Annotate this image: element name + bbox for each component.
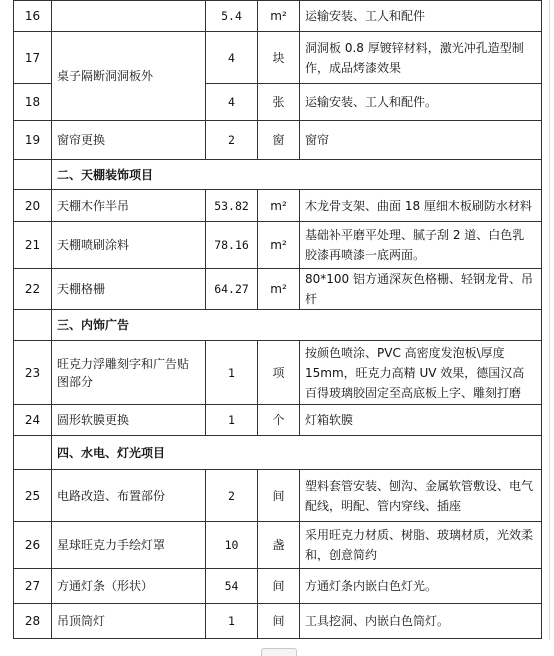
row-number: 16: [14, 1, 52, 32]
row-number: 17: [14, 32, 52, 84]
item-unit: m²: [258, 269, 300, 310]
item-quantity: 1: [206, 604, 258, 639]
item-unit: 张: [258, 84, 300, 121]
item-name: 天棚喷刷涂料: [52, 222, 206, 269]
item-unit: m²: [258, 222, 300, 269]
section-row: [14, 436, 542, 470]
section-title: 二、天棚装饰项目: [52, 160, 542, 190]
item-description: 窗帘: [300, 121, 542, 160]
table-row: [14, 1, 542, 32]
item-name: 电路改造、布置部份: [52, 470, 206, 522]
item-name: [52, 1, 206, 32]
item-unit: 窗: [258, 121, 300, 160]
item-quantity: 78.16: [206, 222, 258, 269]
item-name: 桌子隔断洞洞板外: [52, 32, 206, 121]
item-quantity: 2: [206, 470, 258, 522]
row-number: 21: [14, 222, 52, 269]
item-description: 80*100 铝方通深灰色格栅、轻钢龙骨、吊杆: [300, 269, 542, 310]
item-description: 运输安装、工人和配件: [300, 1, 542, 32]
section-title: 三、内饰广告: [52, 310, 542, 341]
section-title: 四、水电、灯光项目: [52, 436, 542, 470]
item-description: 灯箱软膜: [300, 405, 542, 436]
row-number: 20: [14, 190, 52, 222]
section-row: [14, 310, 542, 341]
item-name: 天棚格栅: [52, 269, 206, 310]
item-description: 采用旺克力材质、树脂、玻璃材质，光效柔和，创意简约: [300, 522, 542, 569]
item-unit: 间: [258, 604, 300, 639]
item-description: 方通灯条内嵌白色灯光。: [300, 569, 542, 604]
item-quantity: 53.82: [206, 190, 258, 222]
item-name: 方通灯条（形状）: [52, 569, 206, 604]
section-row: [14, 160, 542, 190]
table-row: [14, 569, 542, 604]
row-number: 22: [14, 269, 52, 310]
table-row: [14, 470, 542, 522]
row-number: 19: [14, 121, 52, 160]
item-quantity: 64.27: [206, 269, 258, 310]
item-name: 圆形软膜更换: [52, 405, 206, 436]
item-description: 塑料套管安装、刨沟、金属软管敷设、电气配线，明配、管内穿线、插座: [300, 470, 542, 522]
item-name: 窗帘更换: [52, 121, 206, 160]
table-row: [14, 32, 542, 84]
table-row: [14, 604, 542, 639]
item-description: 运输安装、工人和配件。: [300, 84, 542, 121]
item-name: 天棚木作半吊: [52, 190, 206, 222]
page-edge-line: [549, 0, 550, 640]
item-unit: 间: [258, 470, 300, 522]
item-unit: 块: [258, 32, 300, 84]
row-number: 26: [14, 522, 52, 569]
item-quantity: 54: [206, 569, 258, 604]
row-number: 25: [14, 470, 52, 522]
table-row: [14, 121, 542, 160]
row-number: 27: [14, 569, 52, 604]
table-row: [14, 190, 542, 222]
table-row: [14, 522, 542, 569]
quotation-table: [13, 0, 542, 639]
item-quantity: 1: [206, 405, 258, 436]
row-number: 23: [14, 341, 52, 405]
item-unit: m²: [258, 190, 300, 222]
item-name: 旺克力浮雕刻字和广告贴图部分: [52, 341, 206, 405]
table-row: [14, 405, 542, 436]
item-quantity: 10: [206, 522, 258, 569]
item-quantity: 1: [206, 341, 258, 405]
item-description: 工具挖洞、内嵌白色筒灯。: [300, 604, 542, 639]
item-unit: 间: [258, 569, 300, 604]
item-unit: m²: [258, 1, 300, 32]
item-name: 星球旺克力手绘灯罩: [52, 522, 206, 569]
row-number: 18: [14, 84, 52, 121]
item-quantity: 2: [206, 121, 258, 160]
item-unit: 个: [258, 405, 300, 436]
item-quantity: 4: [206, 32, 258, 84]
item-description: 按颜色喷涂、PVC 高密度发泡板\厚度 15mm，旺克力高精 UV 效果，德国汉高百得玻璃胶固定至高底板上字、雕刻打磨: [300, 341, 542, 405]
table-row: [14, 341, 542, 405]
item-unit: 盏: [258, 522, 300, 569]
item-description: 木龙骨支架、曲面 18 厘细木板刷防水材料: [300, 190, 542, 222]
item-description: 洞洞板 0.8 厚镀锌材料，激光冲孔造型制作，成品烤漆效果: [300, 32, 542, 84]
row-number: 28: [14, 604, 52, 639]
item-quantity: 4: [206, 84, 258, 121]
item-description: 基础补平磨平处理、腻子刮 2 道、白色乳胶漆再喷漆一底两面。: [300, 222, 542, 269]
table-row: [14, 269, 542, 310]
item-quantity: 5.4: [206, 1, 258, 32]
row-number: 24: [14, 405, 52, 436]
table-row: [14, 222, 542, 269]
item-unit: 项: [258, 341, 300, 405]
item-name: 吊顶筒灯: [52, 604, 206, 639]
